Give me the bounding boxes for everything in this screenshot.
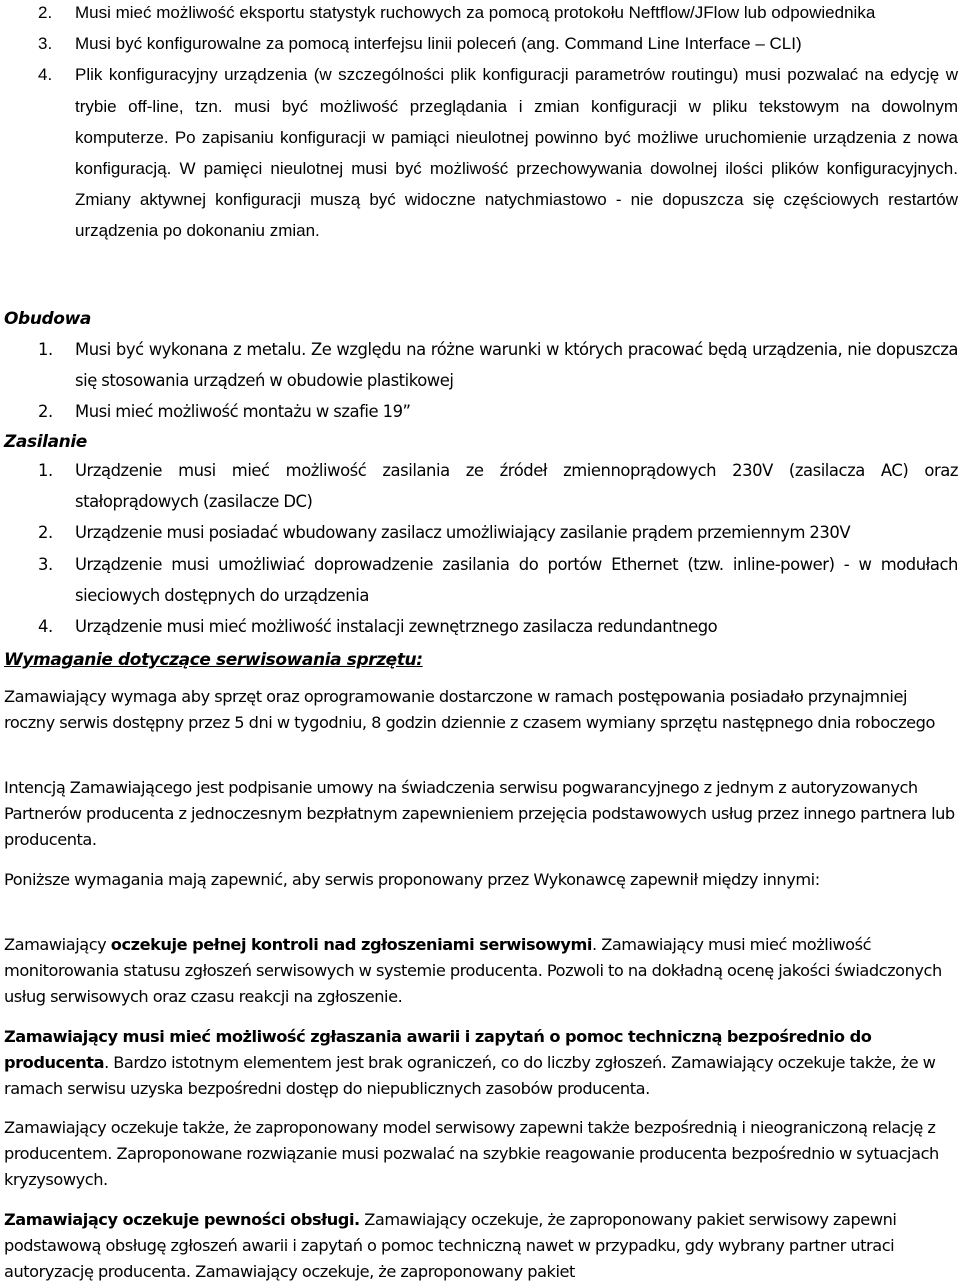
list-item-number: 1.: [38, 340, 53, 359]
paragraph-text: . Bardzo istotnym elementem jest brak ograniczeń, co do liczby zgłoszeń. Zamawiający oczekuje także, że w ramach serwisu uzyska bezpośredni dostęp do niepublicznych zasobów producenta.: [4, 1052, 936, 1098]
list-item-text: Urządzenie musi mieć możliwość zasilania ze źródeł zmiennoprądowych 230V (zasilacza AC) oraz stałoprądowych (zasilacze DC): [75, 461, 958, 512]
list-item: [0, 611, 958, 642]
list-item-text: Urządzenie musi umożliwiać doprowadzenie zasilania do portów Ethernet (tzw. inline-power) - w modułach sieciowych dostępnych do urządzenia: [75, 554, 958, 605]
list-item: [0, 334, 958, 396]
list-item-number: 1.: [38, 461, 53, 480]
obudowa-list: [0, 334, 958, 428]
list-item: [0, 549, 958, 611]
paragraph-text: . Zamawiający musi mieć możliwość monitorowania statusu zgłoszeń serwisowych w systemie producenta. Pozwoli to na dokładną ocenę jakości świadczonych usług serwisowych oraz czasu reakcji na zgłoszenie.: [4, 935, 942, 1006]
section-heading-zasilanie: Zasilanie: [4, 432, 87, 452]
paragraph-text: Zamawiający oczekuje, że zaproponowany pakiet serwisowy zapewni podstawową obsługę zgłoszeń awarii i zapytań o pomoc techniczną nawet w przypadku, gdy wybrany partner utraci autoryzację producenta. Zamawiający oczekuje, że zaproponowany pakiet: [4, 1210, 897, 1281]
list-item-text: Musi być wykonana z metalu.: [75, 340, 306, 359]
list-item-number: 2.: [38, 523, 53, 543]
requirements-list-top: [0, 0, 958, 247]
list-item-text: Musi mieć możliwość montażu w szafie 19”: [75, 402, 411, 422]
list-item-text: Musi być konfigurowalne za pomocą interfejsu linii poleceń (ang. Command Line Interface – CLI): [75, 34, 802, 54]
paragraph-service-certainty: [4, 1207, 959, 1285]
paragraph-text: Zamawiający: [4, 935, 111, 954]
paragraph-direct-support: [4, 1024, 959, 1102]
paragraph-bold-text: oczekuje pełnej kontroli nad zgłoszeniami serwisowymi: [110, 935, 592, 954]
list-item: [0, 517, 958, 548]
paragraph-service-scope: Zamawiający wymaga aby sprzęt oraz oprogramowanie dostarczone w ramach postępowania posiadało przynajmniej roczny serwis dostępny przez 5 dni w tygodniu, 8 godzin dziennie z czasem wymiany sprzętu następnego dnia roboczego: [4, 687, 935, 732]
list-item: [0, 0, 958, 28]
paragraph-service-intro: Poniższe wymagania mają zapewnić, aby serwis proponowany przez Wykonawcę zapewnił między innymi:: [4, 870, 820, 889]
list-item: [0, 396, 958, 427]
paragraph-service-intent: Intencją Zamawiającego jest podpisanie umowy na świadczenia serwisu pogwarancyjnego z jednym z autoryzowanych Partnerów producenta z jednoczesnym bezpłatnym zapewnieniem przejęcia podstawowych usług przez innego partnera lub producenta.: [4, 778, 955, 849]
list-item-text: Urządzenie musi posiadać wbudowany zasilacz umożliwiający zasilanie prądem przemiennym 230V: [75, 523, 851, 543]
list-item-text: Musi mieć możliwość eksportu statystyk ruchowych za pomocą protokołu Neftflow/JFlow lub odpowiednika: [75, 3, 876, 22]
paragraph-vendor-relation: Zamawiający oczekuje także, że zaproponowany model serwisowy zapewni także bezpośrednią i nieograniczoną relację z producentem. Zaproponowane rozwiązanie musi pozwalać na szybkie reagowanie producenta bezpośrednio w sytuacjach kryzysowych.: [4, 1118, 939, 1189]
list-item-number: 4.: [38, 617, 53, 637]
list-item-text-continued: Po zapisaniu konfiguracji w pamiąci nieulotnej powinno być możliwe uruchomienie urządzenia z nowa konfiguracją. W pamięci nieulotnej musi być możliwość przechowywania dowolnej ilości plików konfiguracyjnych. Zmiany aktywnej konfiguracji muszą być widoczne natychmiastowo - nie dopuszcza się częściowych restartów urządzenia po dokonaniu zmian.: [75, 127, 958, 241]
list-item: [0, 28, 958, 59]
list-item-number: 3.: [38, 34, 53, 54]
paragraph-bold-text: Zamawiający oczekuje pewności obsługi.: [4, 1210, 360, 1229]
list-item-text-continued: Ze względu na różne warunki w których pracować będą urządzenia, nie dopuszcza się stosowania urządzeń w obudowie plastikowej: [75, 340, 959, 391]
list-item: [0, 455, 958, 517]
list-item-text: Urządzenie musi mieć możliwość instalacji zewnętrznego zasilacza redundantnego: [75, 617, 718, 637]
list-item-number: 2.: [38, 402, 53, 422]
list-item-number: 4.: [38, 65, 53, 85]
list-item-number: 2.: [38, 3, 53, 22]
zasilanie-list: [0, 455, 958, 642]
list-item-text: Plik konfiguracyjny urządzenia (w szczególności plik konfiguracji parametrów routingu) musi pozwalać na edycję w trybie off-line, tzn. musi być możliwość przeglądania i zmian konfiguracji w pliku tekstowym na dowolnym komputerze.: [75, 65, 958, 147]
list-item: [0, 59, 958, 246]
section-heading-serwis: Wymaganie dotyczące serwisowania sprzętu:: [4, 650, 423, 670]
paragraph-bold-text: Zamawiający musi mieć możliwość zgłaszania awarii i zapytań o pomoc techniczną bezpośrednio do producenta: [4, 1027, 872, 1072]
section-heading-obudowa: Obudowa: [4, 309, 91, 329]
paragraph-control: [4, 932, 959, 1010]
list-item-number: 3.: [38, 554, 53, 574]
